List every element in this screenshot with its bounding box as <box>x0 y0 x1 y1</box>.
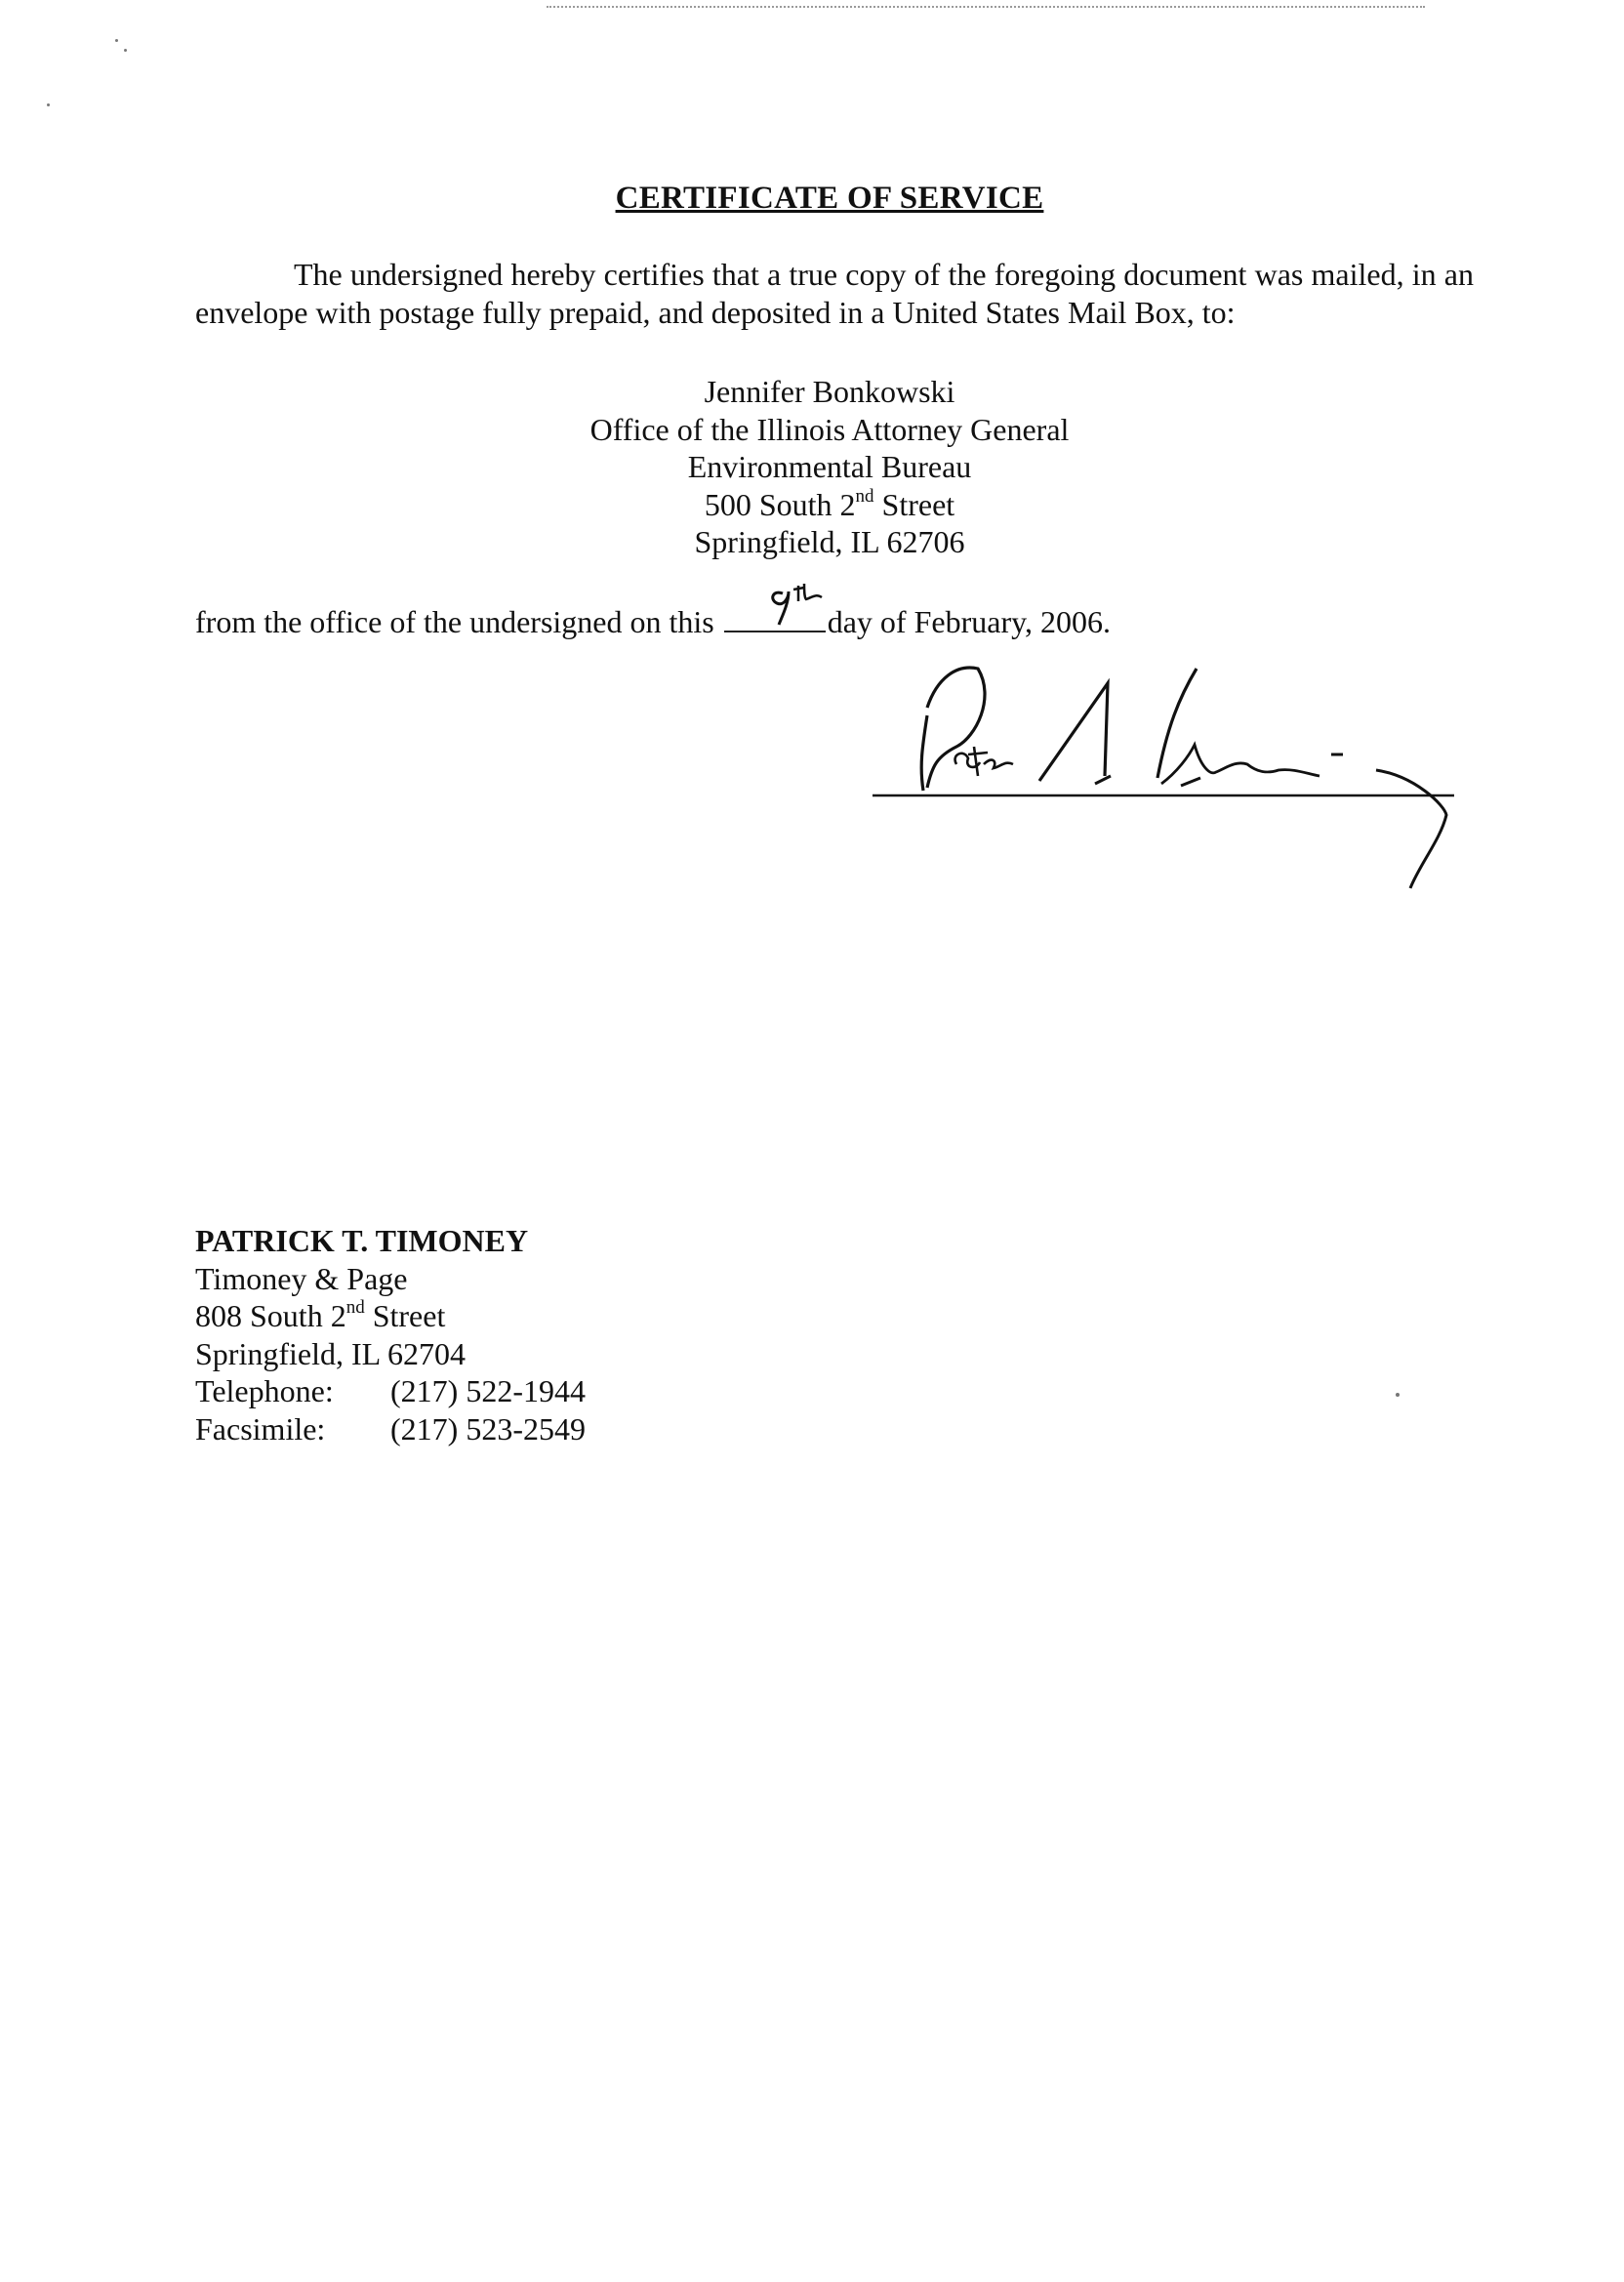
scan-artifact-line <box>547 6 1425 8</box>
recipient-street: 500 South 2nd Street <box>704 485 955 522</box>
service-date-line <box>195 604 1111 640</box>
telephone-label: Telephone: <box>195 1373 334 1408</box>
recipient-name: Jennifer Bonkowski <box>704 374 955 409</box>
signer-telephone <box>195 1372 586 1410</box>
facsimile-number: (217) 523-2549 <box>390 1410 586 1447</box>
facsimile-label: Facsimile: <box>195 1410 326 1447</box>
recipient-bureau: Environmental Bureau <box>687 449 972 484</box>
scan-speck <box>124 49 127 52</box>
service-date-suffix: day of February, 2006. <box>827 604 1112 639</box>
signer-city: Springfield, IL 62704 <box>195 1335 466 1371</box>
signer-facsimile <box>195 1410 586 1448</box>
certificate-title: CERTIFICATE OF SERVICE <box>615 181 1044 216</box>
recipient-address <box>0 373 1624 561</box>
scan-speck <box>47 103 50 106</box>
certificate-body: The undersigned hereby certifies that a true copy of the foregoing document was mailed, in an envelope with postage fully prepaid, and deposited in a United States Mail Box, to: <box>195 257 1474 330</box>
recipient-city: Springfield, IL 62706 <box>694 524 965 559</box>
signature <box>869 639 1474 903</box>
signer-block <box>195 1222 586 1447</box>
telephone-number: (217) 522-1944 <box>390 1373 586 1408</box>
signer-firm: Timoney & Page <box>195 1260 408 1296</box>
scan-speck <box>115 39 118 42</box>
service-date-prefix: from the office of the undersigned on this <box>195 604 722 639</box>
scan-speck <box>1396 1393 1400 1397</box>
recipient-office: Office of the Illinois Attorney General <box>589 411 1070 447</box>
handwritten-day <box>761 576 869 634</box>
signer-name: PATRICK T. TIMONEY <box>195 1223 529 1258</box>
signer-street: 808 South 2nd Street <box>195 1297 446 1333</box>
